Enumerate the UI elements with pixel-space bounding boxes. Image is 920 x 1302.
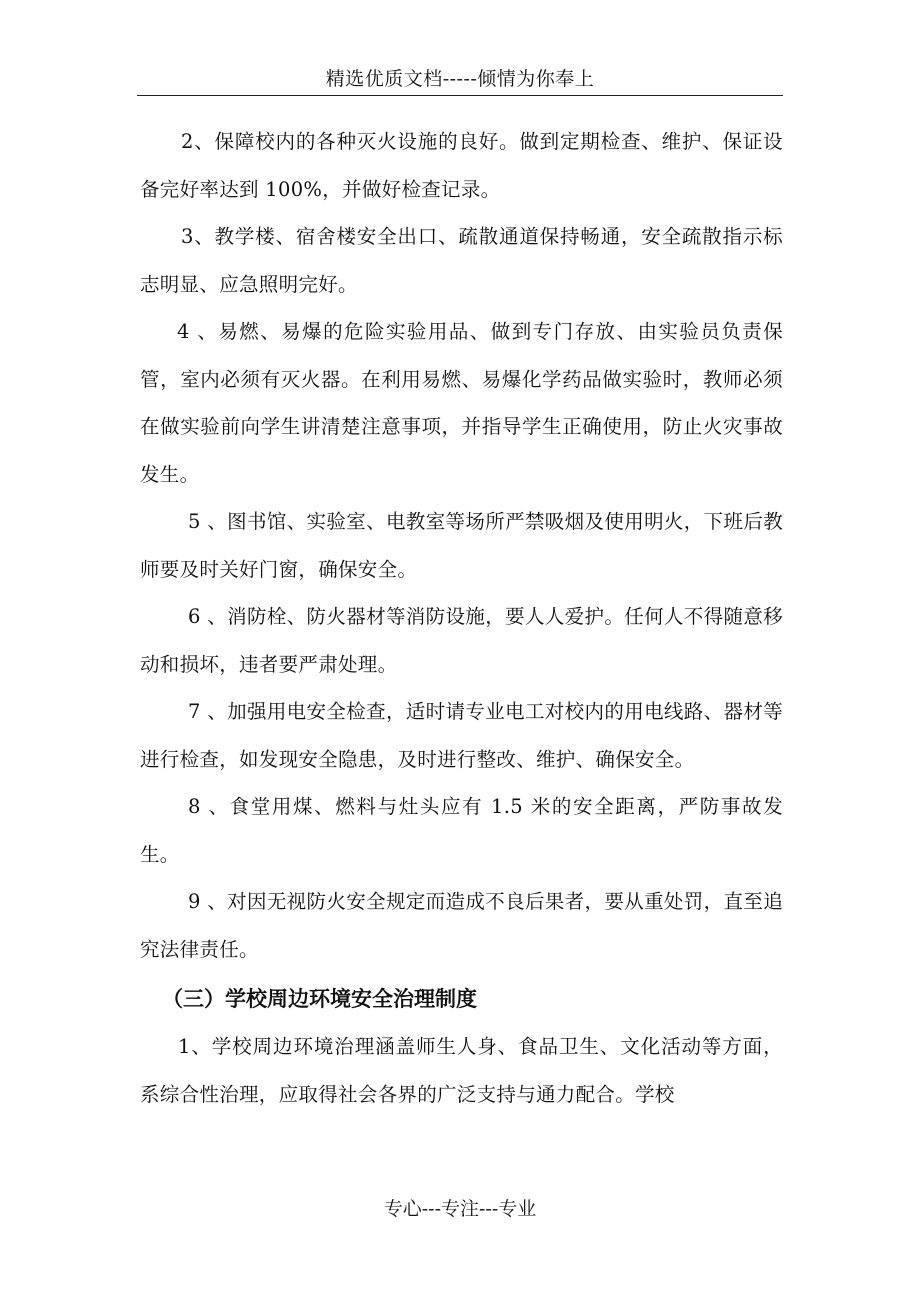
paragraph-item-3: 3、教学楼、宿舍楼安全出口、疏散通道保持畅通，安全疏散指示标志明显、应急照明完好。 <box>140 225 783 296</box>
page-header: 精选优质文档-----倾情为你奉上 <box>325 68 595 90</box>
paragraph-item-7: 7 、加强用电安全检查，适时请专业电工对校内的用电线路、器材等进行检查，如发现安全隐患，及时进行整改、维护、确保安全。 <box>140 700 783 771</box>
document-body <box>140 118 783 1118</box>
paragraph-item-2: 2、保障校内的各种灭火设施的良好。做到定期检查、维护、保证设备完好率达到 100%，并做好检查记录。 <box>140 130 783 201</box>
section-paragraph-1: 1、学校周边环境治理涵盖师生人身、食品卫生、文化活动等方面，系综合性治理，应取得社会各界的广泛支持与通力配合。学校 <box>140 1035 783 1106</box>
paragraph-item-8: 8 、食堂用煤、燃料与灶头应有 1.5 米的安全距离，严防事故发生。 <box>140 795 783 866</box>
header-divider <box>137 95 783 96</box>
paragraph-item-4: 4 、易燃、易爆的危险实验用品、做到专门存放、由实验员负责保管，室内必须有灭火器。在利用易燃、易爆化学药品做实验时，教师必须在做实验前向学生讲清楚注意事项，并指导学生正确使用，防止火灾事故发生。 <box>140 320 783 486</box>
paragraph-item-6: 6 、消防栓、防火器材等消防设施，要人人爱护。任何人不得随意移动和损坏，违者要严肃处理。 <box>140 605 783 676</box>
paragraph-item-9: 9 、对因无视防火安全规定而造成不良后果者，要从重处罚，直至追究法律责任。 <box>140 890 783 961</box>
section-heading: （三）学校周边环境安全治理制度 <box>162 987 477 1011</box>
paragraph-item-5: 5 、图书馆、实验室、电教室等场所严禁吸烟及使用明火，下班后教师要及时关好门窗，确保安全。 <box>140 510 783 581</box>
page-footer: 专心---专注---专业 <box>383 1198 537 1220</box>
